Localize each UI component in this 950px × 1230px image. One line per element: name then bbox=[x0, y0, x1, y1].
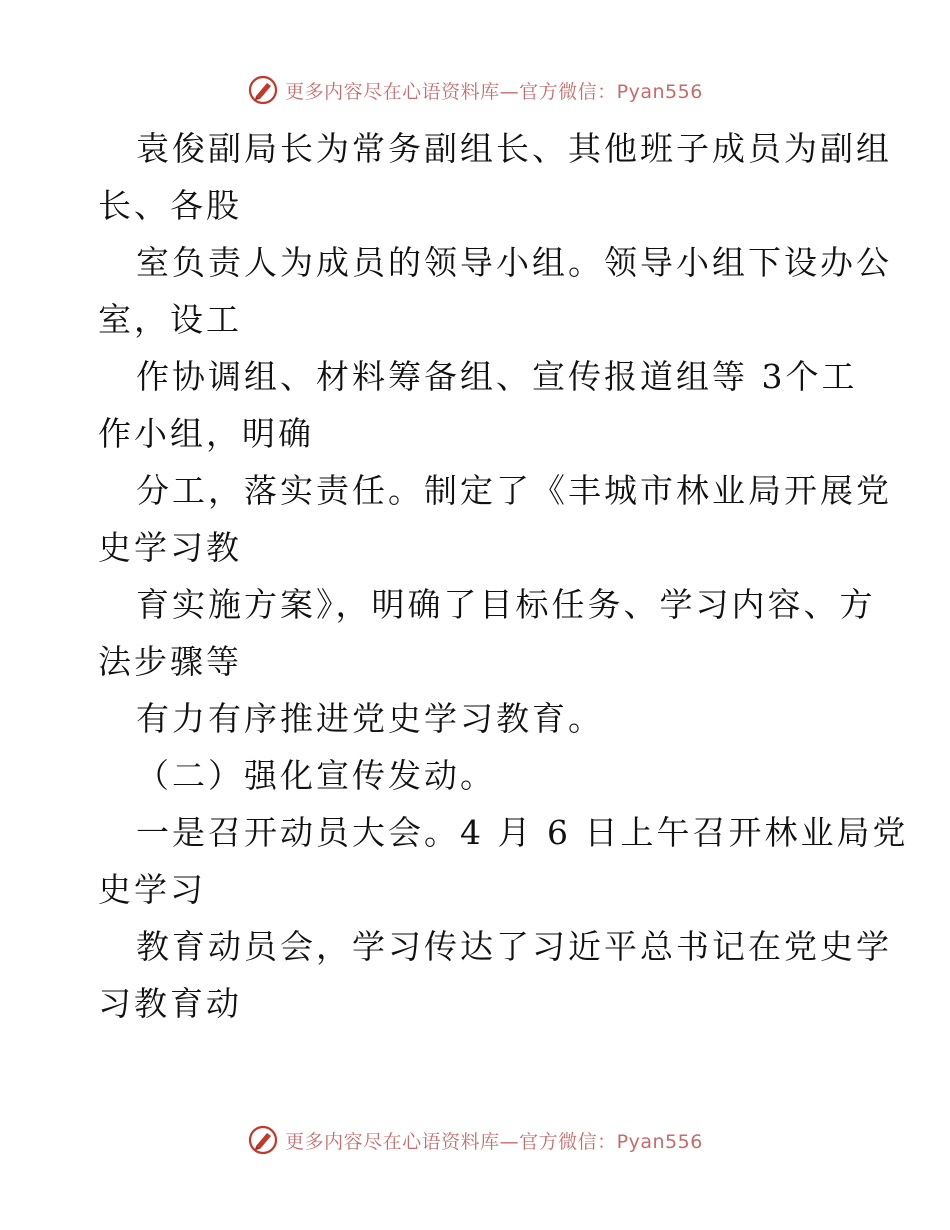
text-line: （二）强化宣传发动。 bbox=[136, 756, 496, 795]
document-body bbox=[98, 120, 909, 1032]
text-line: 长、各股 bbox=[98, 186, 242, 225]
text-line: 育实施方案》，明确了目标任务、学习内容、方 bbox=[136, 585, 876, 624]
footer-watermark bbox=[0, 1120, 950, 1160]
text-line: 室负责人为成员的领导小组。领导小组下设办公 bbox=[136, 243, 892, 282]
watermark-text: 更多内容尽在心语资料库—官方微信：Pyan556 bbox=[285, 80, 703, 103]
text-line: 法步骤等 bbox=[98, 642, 242, 681]
text-line: 作协调组、材料筹备组、宣传报道组等 3个工 bbox=[136, 357, 858, 396]
text-line: 室，设工 bbox=[98, 300, 242, 339]
text-line: 有力有序推进党史学习教育。 bbox=[136, 699, 604, 738]
text-line: 分工，落实责任。制定了《丰城市林业局开展党 bbox=[136, 471, 892, 510]
text-line: 习教育动 bbox=[98, 984, 242, 1023]
text-line: 作小组，明确 bbox=[98, 414, 314, 453]
text-line: 史学习教 bbox=[98, 528, 242, 567]
text-line: 史学习 bbox=[98, 870, 206, 909]
text-line: 一是召开动员大会。4 月 6 日上午召开林业局党 bbox=[136, 813, 909, 852]
header-watermark bbox=[0, 70, 950, 110]
text-line: 袁俊副局长为常务副组长、其他班子成员为副组 bbox=[136, 129, 892, 168]
pen-logo-icon bbox=[247, 74, 279, 106]
pen-logo-icon bbox=[247, 1124, 279, 1156]
text-line: 教育动员会，学习传达了习近平总书记在党史学 bbox=[136, 927, 892, 966]
watermark-text: 更多内容尽在心语资料库—官方微信：Pyan556 bbox=[285, 1130, 703, 1153]
